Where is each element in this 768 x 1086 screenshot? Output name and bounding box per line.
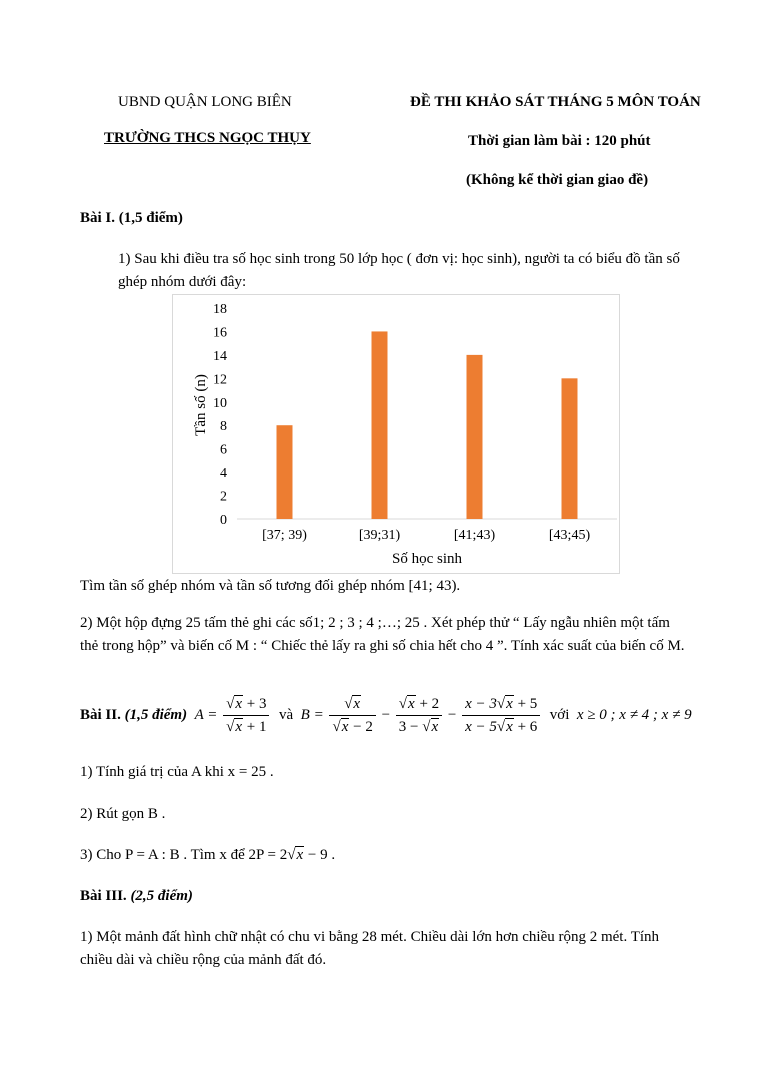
x-tick-label: [41;43) (453, 528, 496, 543)
section-1-title: Bài I. (1,5 điểm) (80, 210, 183, 226)
expr-b-term-3: $\frac{x - 3√x + 5}{x - 5√x + 6}$ (462, 694, 540, 737)
expr-b-label: B = (300, 706, 324, 723)
y-tick-label: 16 (213, 325, 227, 341)
chart-y-axis-label: Tần số (n) (193, 374, 209, 436)
y-tick-label: 6 (220, 442, 227, 458)
bar (467, 355, 483, 519)
exam-title: ĐỀ THI KHẢO SÁT THÁNG 5 MÔN TOÁN (410, 94, 701, 110)
section-1-question-1: 1) Sau khi điều tra số học sinh trong 50 lớp học ( đơn vị: học sinh), người ta có biểu đồ tần số ghép nhóm dưới đây: (118, 251, 680, 290)
frequency-chart (172, 294, 620, 574)
y-tick-label: 8 (220, 419, 227, 435)
district-name: UBND QUẬN LONG BIÊN (118, 94, 292, 110)
frequency-chart-svg (173, 295, 619, 573)
expr-a-label: A = (194, 706, 218, 723)
section-2-question-2: 2) Rút gọn B . (80, 806, 166, 822)
exam-duration: Thời gian làm bài : 120 phút (468, 133, 651, 149)
section-3-title: Bài III. (2,5 điểm) (80, 888, 193, 904)
expr-b-term-1: $\frac{√x}{√x - 2}$ (329, 694, 375, 737)
y-tick-label: 0 (220, 513, 227, 528)
exam-note: (Không kể thời gian giao đề) (466, 172, 649, 188)
y-tick-label: 12 (213, 372, 227, 388)
section-2-question-3: 3) Cho P = A : B . Tìm x để 2P = 2√x − 9 . (80, 847, 336, 863)
y-tick-label: 10 (213, 395, 227, 411)
section-2-header (80, 694, 692, 737)
expr-a-fraction: $\frac{√x + 3}{√x + 1}$ (223, 694, 269, 737)
chart-x-axis-label: Số học sinh (391, 551, 463, 567)
y-tick-label: 14 (213, 348, 227, 364)
y-tick-label: 2 (220, 489, 227, 505)
bar (562, 378, 578, 519)
word-with: với (549, 706, 570, 723)
bar (277, 425, 293, 519)
minus-sign: − (381, 706, 391, 723)
minus-sign: − (447, 706, 457, 723)
domain-condition: x ≥ 0 ; x ≠ 4 ; x ≠ 9 (576, 706, 692, 723)
section-2-title-label: Bài II. (1,5 điểm) (80, 706, 188, 723)
school-name: TRƯỜNG THCS NGỌC THỤY (104, 130, 311, 146)
x-tick-label: [37; 39) (262, 528, 307, 543)
x-tick-label: [39;31) (358, 528, 401, 543)
bar (372, 331, 388, 519)
section-1-question-2: 2) Một hộp đựng 25 tấm thẻ ghi các số1; 2 ; 3 ; 4 ;…; 25 . Xét phép thử “ Lấy ngẫu nhiên một tấm thẻ trong hộp” và biến cố M : “ Chiếc thẻ lấy ra ghi số chia hết cho 4 ”. Tính xác suất của biến cố M. (80, 615, 685, 654)
section-3-question-1: 1) Một mảnh đất hình chữ nhật có chu vi bằng 28 mét. Chiều dài lớn hơn chiều rộng 2 mét. Tính chiều dài và chiều rộng của mảnh đất đó. (80, 929, 660, 968)
x-tick-label: [43;45) (548, 528, 591, 543)
expr-b-term-2: $\frac{√x + 2}{3 - √x}$ (396, 694, 442, 737)
section-2-question-1: 1) Tính giá trị của A khi x = 25 . (80, 764, 274, 780)
y-tick-label: 18 (213, 302, 227, 317)
section-1-question-1-task: Tìm tần số ghép nhóm và tần số tương đối ghép nhóm [41; 43). (80, 578, 461, 594)
conjunction-and: và (278, 706, 294, 723)
y-tick-label: 4 (220, 466, 227, 482)
